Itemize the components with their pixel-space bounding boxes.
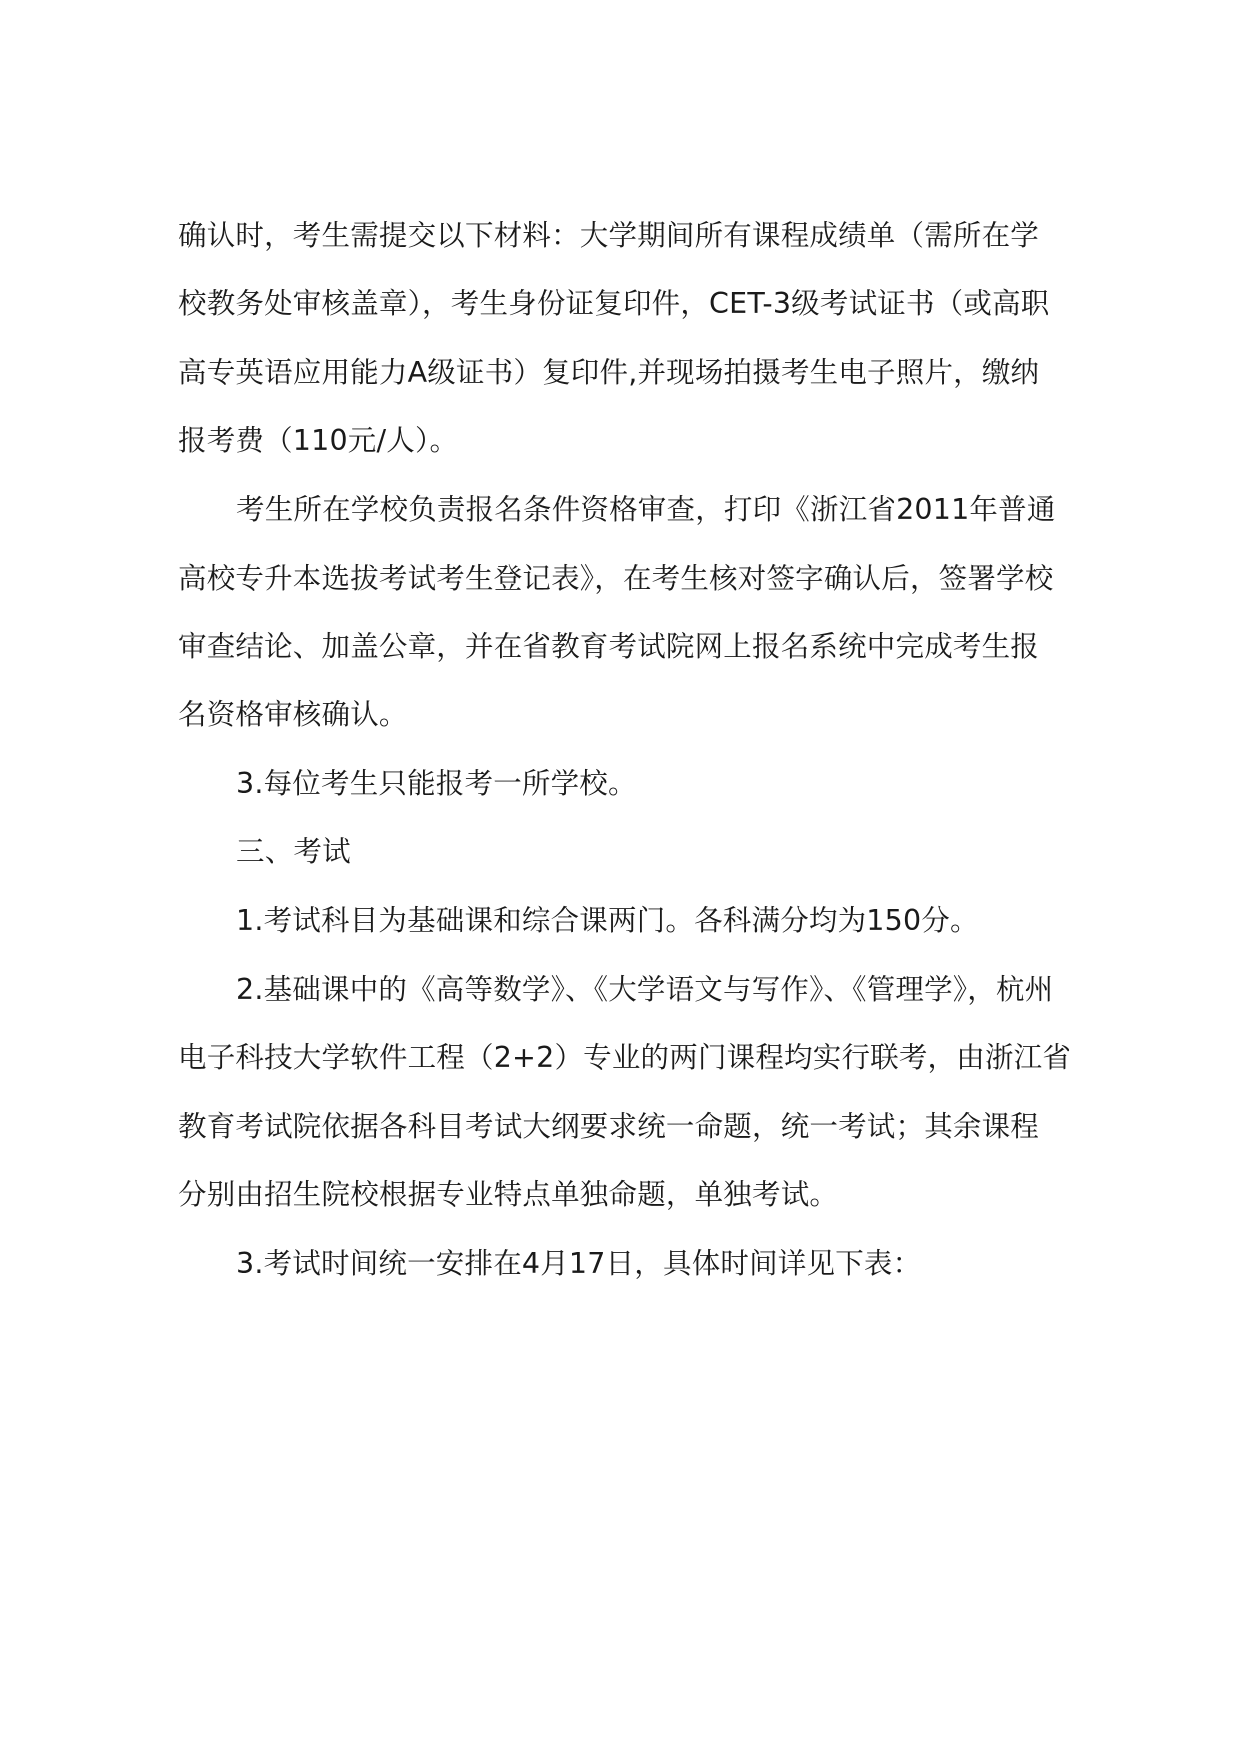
- text-line: 分别由招生院校根据专业特点单独命题，单独考试。: [178, 1178, 839, 1211]
- text-line: 1.考试科目为基础课和综合课两门。各科满分均为150分。: [236, 904, 979, 937]
- text-line: 2.基础课中的《高等数学》、《大学语文与写作》、《管理学》，杭州: [236, 973, 1054, 1006]
- text-line: 高专英语应用能力A级证书）复印件,并现场拍摄考生电子照片，缴纳: [178, 356, 1040, 389]
- text-line: 考生所在学校负责报名条件资格审查，打印《浙江省2011年普通: [236, 493, 1056, 526]
- text-line: 确认时，考生需提交以下材料：大学期间所有课程成绩单（需所在学: [178, 219, 1040, 252]
- text-line: 报考费（110元/人）。: [178, 424, 459, 457]
- text-line: 名资格审核确认。: [178, 698, 408, 731]
- text-line: 校教务处审核盖章），考生身份证复印件，CET-3级考试证书（或高职: [178, 287, 1050, 320]
- heading-line: 三、考试: [236, 835, 351, 868]
- text-line: 3.考试时间统一安排在4月17日，具体时间详见下表：: [236, 1247, 922, 1280]
- text-line: 电子科技大学软件工程（2+2）专业的两门课程均实行联考，由浙江省: [178, 1041, 1072, 1074]
- text-line: 高校专升本选拔考试考生登记表》，在考生核对签字确认后，签署学校: [178, 562, 1054, 595]
- text-line: 审查结论、加盖公章，并在省教育考试院网上报名系统中完成考生报: [178, 630, 1040, 663]
- text-line: 3.每位考生只能报考一所学校。: [236, 767, 637, 800]
- text-line: 教育考试院依据各科目考试大纲要求统一命题，统一考试；其余课程: [178, 1110, 1040, 1143]
